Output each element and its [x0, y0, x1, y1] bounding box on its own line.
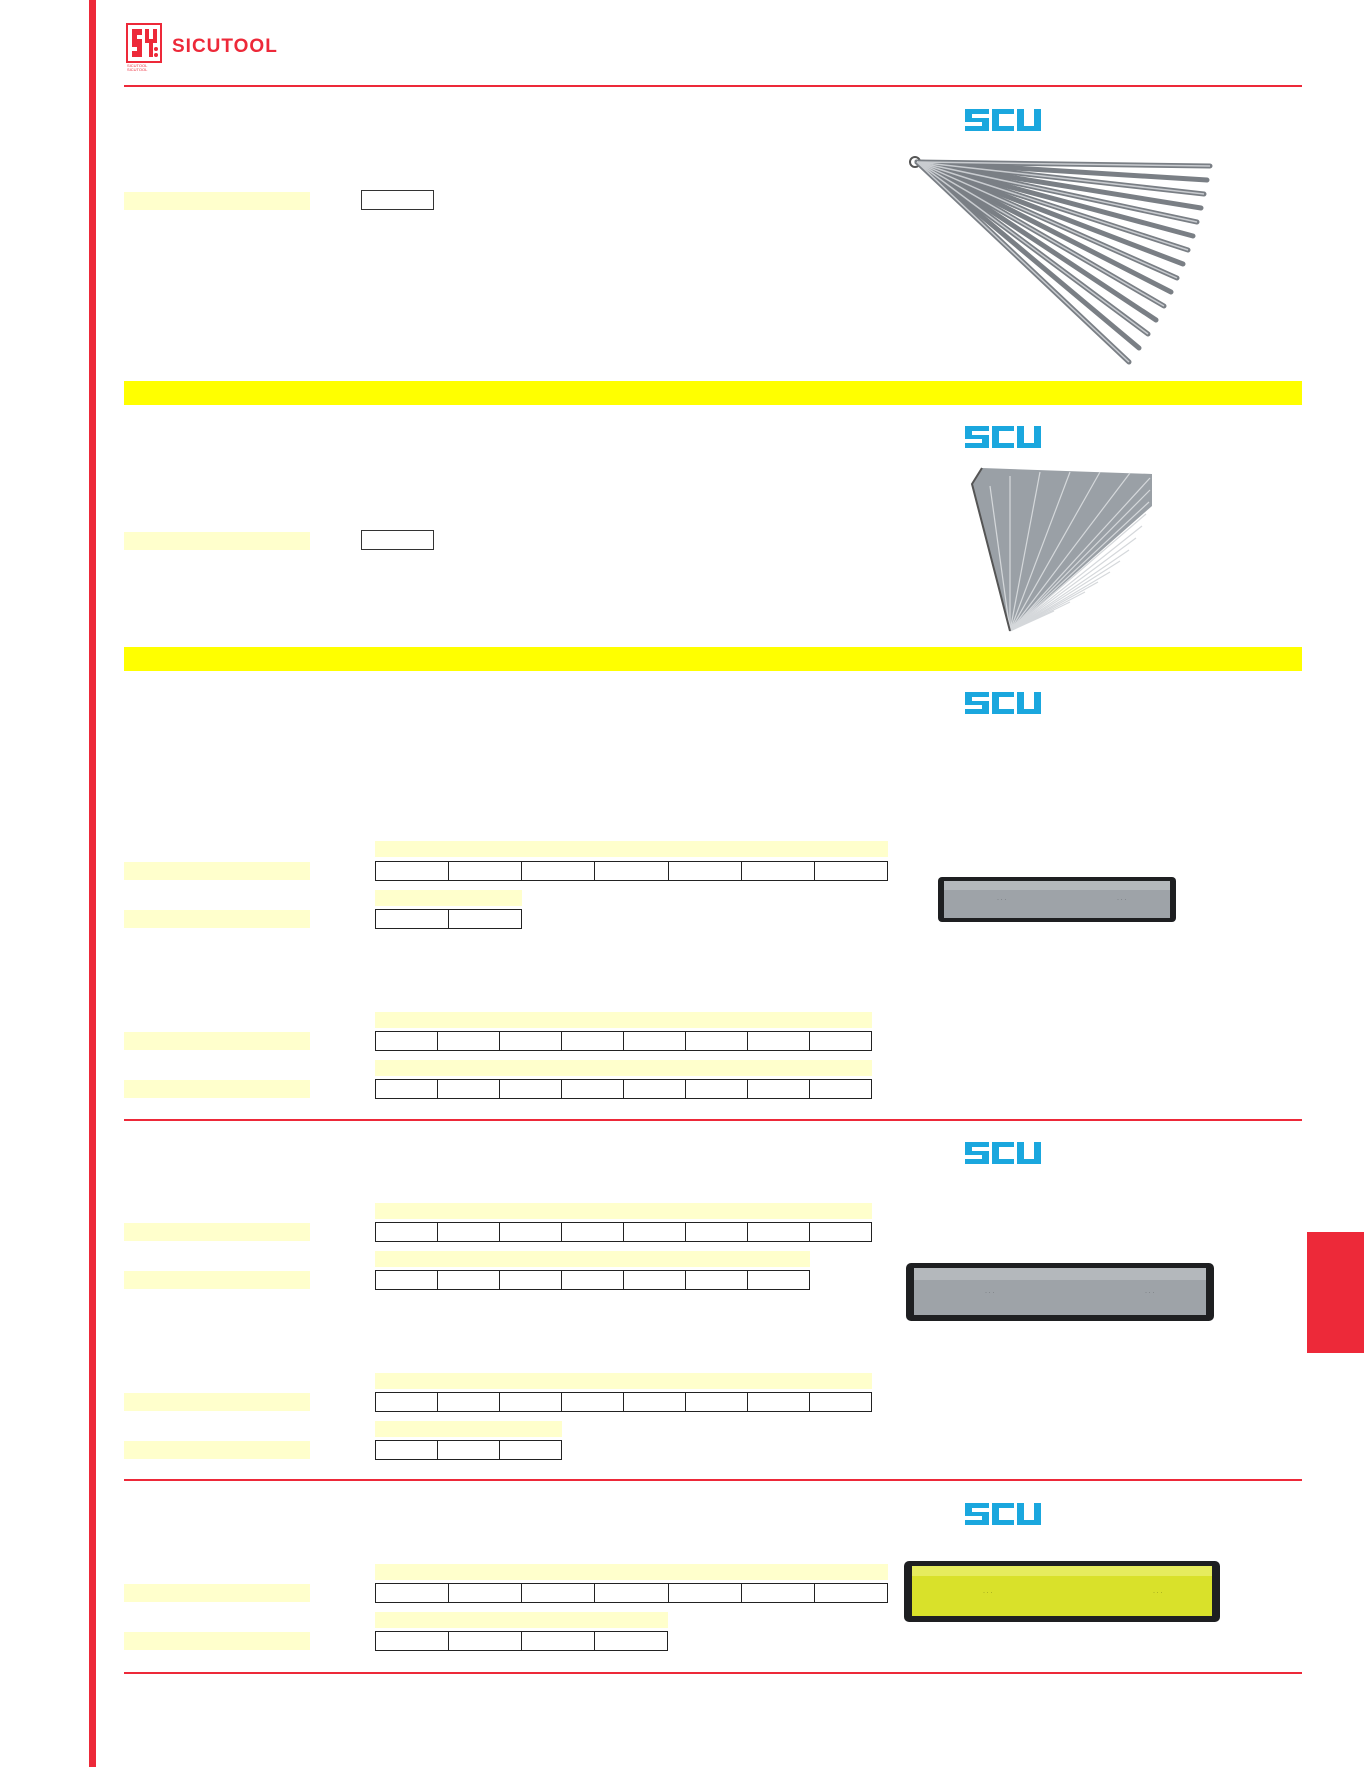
table-cell — [522, 1584, 595, 1602]
spec-label — [124, 1393, 310, 1411]
svg-text:· · ·: · · · — [983, 1590, 993, 1596]
table-cell — [810, 1080, 872, 1098]
table-cell — [595, 1632, 668, 1650]
table-cell — [562, 1393, 624, 1411]
svg-text:SICUTOOL: SICUTOOL — [127, 63, 148, 68]
spec-label — [124, 532, 310, 550]
table-cell — [376, 1271, 438, 1289]
spec-label — [124, 1584, 310, 1602]
section-separator-band — [124, 381, 1302, 405]
table-header — [375, 841, 888, 857]
table-cell — [522, 1632, 595, 1650]
table-cell — [686, 1032, 748, 1050]
table-cell — [624, 1271, 686, 1289]
table-header — [375, 1564, 888, 1580]
table-row — [375, 1031, 872, 1051]
table-header — [375, 1373, 872, 1389]
section-separator-band — [124, 647, 1302, 671]
table-cell — [815, 862, 888, 880]
table-header — [375, 1421, 562, 1437]
table-cell — [748, 1080, 810, 1098]
thickness-gauge-case-small-icon — [937, 876, 1177, 923]
table-row — [375, 861, 888, 881]
table-header — [375, 1060, 872, 1076]
svg-text:· · ·: · · · — [1153, 1590, 1163, 1596]
scu-brand-mark-icon — [963, 1501, 1043, 1527]
table-header — [375, 1012, 872, 1028]
table-cell — [438, 1441, 500, 1459]
chapter-side-tab — [1307, 1232, 1364, 1353]
svg-text:· · ·: · · · — [997, 897, 1007, 903]
table-cell — [500, 1223, 562, 1241]
table-cell — [500, 1441, 562, 1459]
table-header — [375, 1612, 668, 1628]
spec-label — [124, 1032, 310, 1050]
section-divider — [124, 1672, 1302, 1674]
spec-label — [124, 192, 310, 210]
table-row — [375, 1392, 872, 1412]
spec-label — [124, 1441, 310, 1459]
scu-brand-mark-icon — [963, 690, 1043, 716]
table-cell — [376, 910, 449, 928]
table-cell — [810, 1393, 872, 1411]
svg-text:SICUTOOL: SICUTOOL — [127, 67, 148, 71]
table-cell — [669, 862, 742, 880]
table-cell — [562, 1271, 624, 1289]
sicutool-logo-mark-icon — [126, 23, 162, 71]
code-box — [361, 190, 434, 210]
table-cell — [742, 862, 815, 880]
table-cell — [500, 1393, 562, 1411]
svg-text:· · ·: · · · — [1145, 1290, 1155, 1296]
table-cell — [449, 910, 522, 928]
table-cell — [686, 1393, 748, 1411]
svg-text:· · ·: · · · — [985, 1290, 995, 1296]
table-row — [375, 1222, 872, 1242]
spec-label — [124, 1632, 310, 1650]
table-cell — [376, 862, 449, 880]
table-cell — [595, 862, 668, 880]
table-cell — [376, 1584, 449, 1602]
table-cell — [595, 1584, 668, 1602]
thickness-gauge-case-yellow-icon — [903, 1560, 1221, 1623]
table-cell — [624, 1223, 686, 1241]
scu-brand-mark-icon — [963, 1140, 1043, 1166]
code-box — [361, 530, 434, 550]
table-cell — [438, 1032, 500, 1050]
table-cell — [438, 1393, 500, 1411]
spec-label — [124, 862, 310, 880]
table-cell — [748, 1032, 810, 1050]
table-cell — [562, 1080, 624, 1098]
spec-label — [124, 1271, 310, 1289]
table-cell — [438, 1080, 500, 1098]
table-cell — [376, 1032, 438, 1050]
header-divider — [124, 85, 1302, 87]
table-cell — [748, 1393, 810, 1411]
table-cell — [748, 1271, 810, 1289]
feeler-gauge-fan-short-blades-icon — [970, 466, 1155, 638]
table-cell — [449, 862, 522, 880]
table-cell — [686, 1080, 748, 1098]
table-cell — [669, 1584, 742, 1602]
table-cell — [376, 1632, 449, 1650]
scu-brand-mark-icon — [963, 107, 1043, 133]
table-row — [375, 1270, 810, 1290]
scu-brand-mark-icon — [963, 424, 1043, 450]
table-cell — [449, 1632, 522, 1650]
table-cell — [438, 1271, 500, 1289]
table-cell — [686, 1223, 748, 1241]
table-cell — [376, 1223, 438, 1241]
table-cell — [562, 1032, 624, 1050]
feeler-gauge-fan-long-blades-icon — [905, 150, 1215, 375]
table-header — [375, 1251, 810, 1267]
table-row — [375, 1440, 562, 1460]
table-cell — [624, 1393, 686, 1411]
left-edge-bar — [89, 0, 96, 1767]
table-cell — [500, 1032, 562, 1050]
table-row — [375, 1079, 872, 1099]
spec-label — [124, 1080, 310, 1098]
table-cell — [449, 1584, 522, 1602]
table-row — [375, 1583, 888, 1603]
table-cell — [742, 1584, 815, 1602]
table-cell — [748, 1223, 810, 1241]
spec-label — [124, 910, 310, 928]
table-cell — [624, 1032, 686, 1050]
table-cell — [376, 1441, 438, 1459]
spec-label — [124, 1223, 310, 1241]
section-divider — [124, 1479, 1302, 1481]
table-cell — [438, 1223, 500, 1241]
table-cell — [624, 1080, 686, 1098]
table-cell — [686, 1271, 748, 1289]
table-cell — [376, 1393, 438, 1411]
table-cell — [376, 1080, 438, 1098]
table-cell — [500, 1080, 562, 1098]
sicutool-logo — [126, 22, 278, 72]
table-cell — [815, 1584, 888, 1602]
table-cell — [522, 862, 595, 880]
table-cell — [562, 1223, 624, 1241]
table-row — [375, 909, 522, 929]
table-header — [375, 890, 522, 906]
brand-name: SICUTOOL — [172, 36, 278, 57]
section-divider — [124, 1119, 1302, 1121]
svg-text:· · ·: · · · — [1117, 897, 1127, 903]
table-cell — [500, 1271, 562, 1289]
table-cell — [810, 1032, 872, 1050]
thickness-gauge-case-large-icon — [905, 1262, 1215, 1322]
table-header — [375, 1203, 872, 1219]
table-row — [375, 1631, 668, 1651]
table-cell — [810, 1223, 872, 1241]
